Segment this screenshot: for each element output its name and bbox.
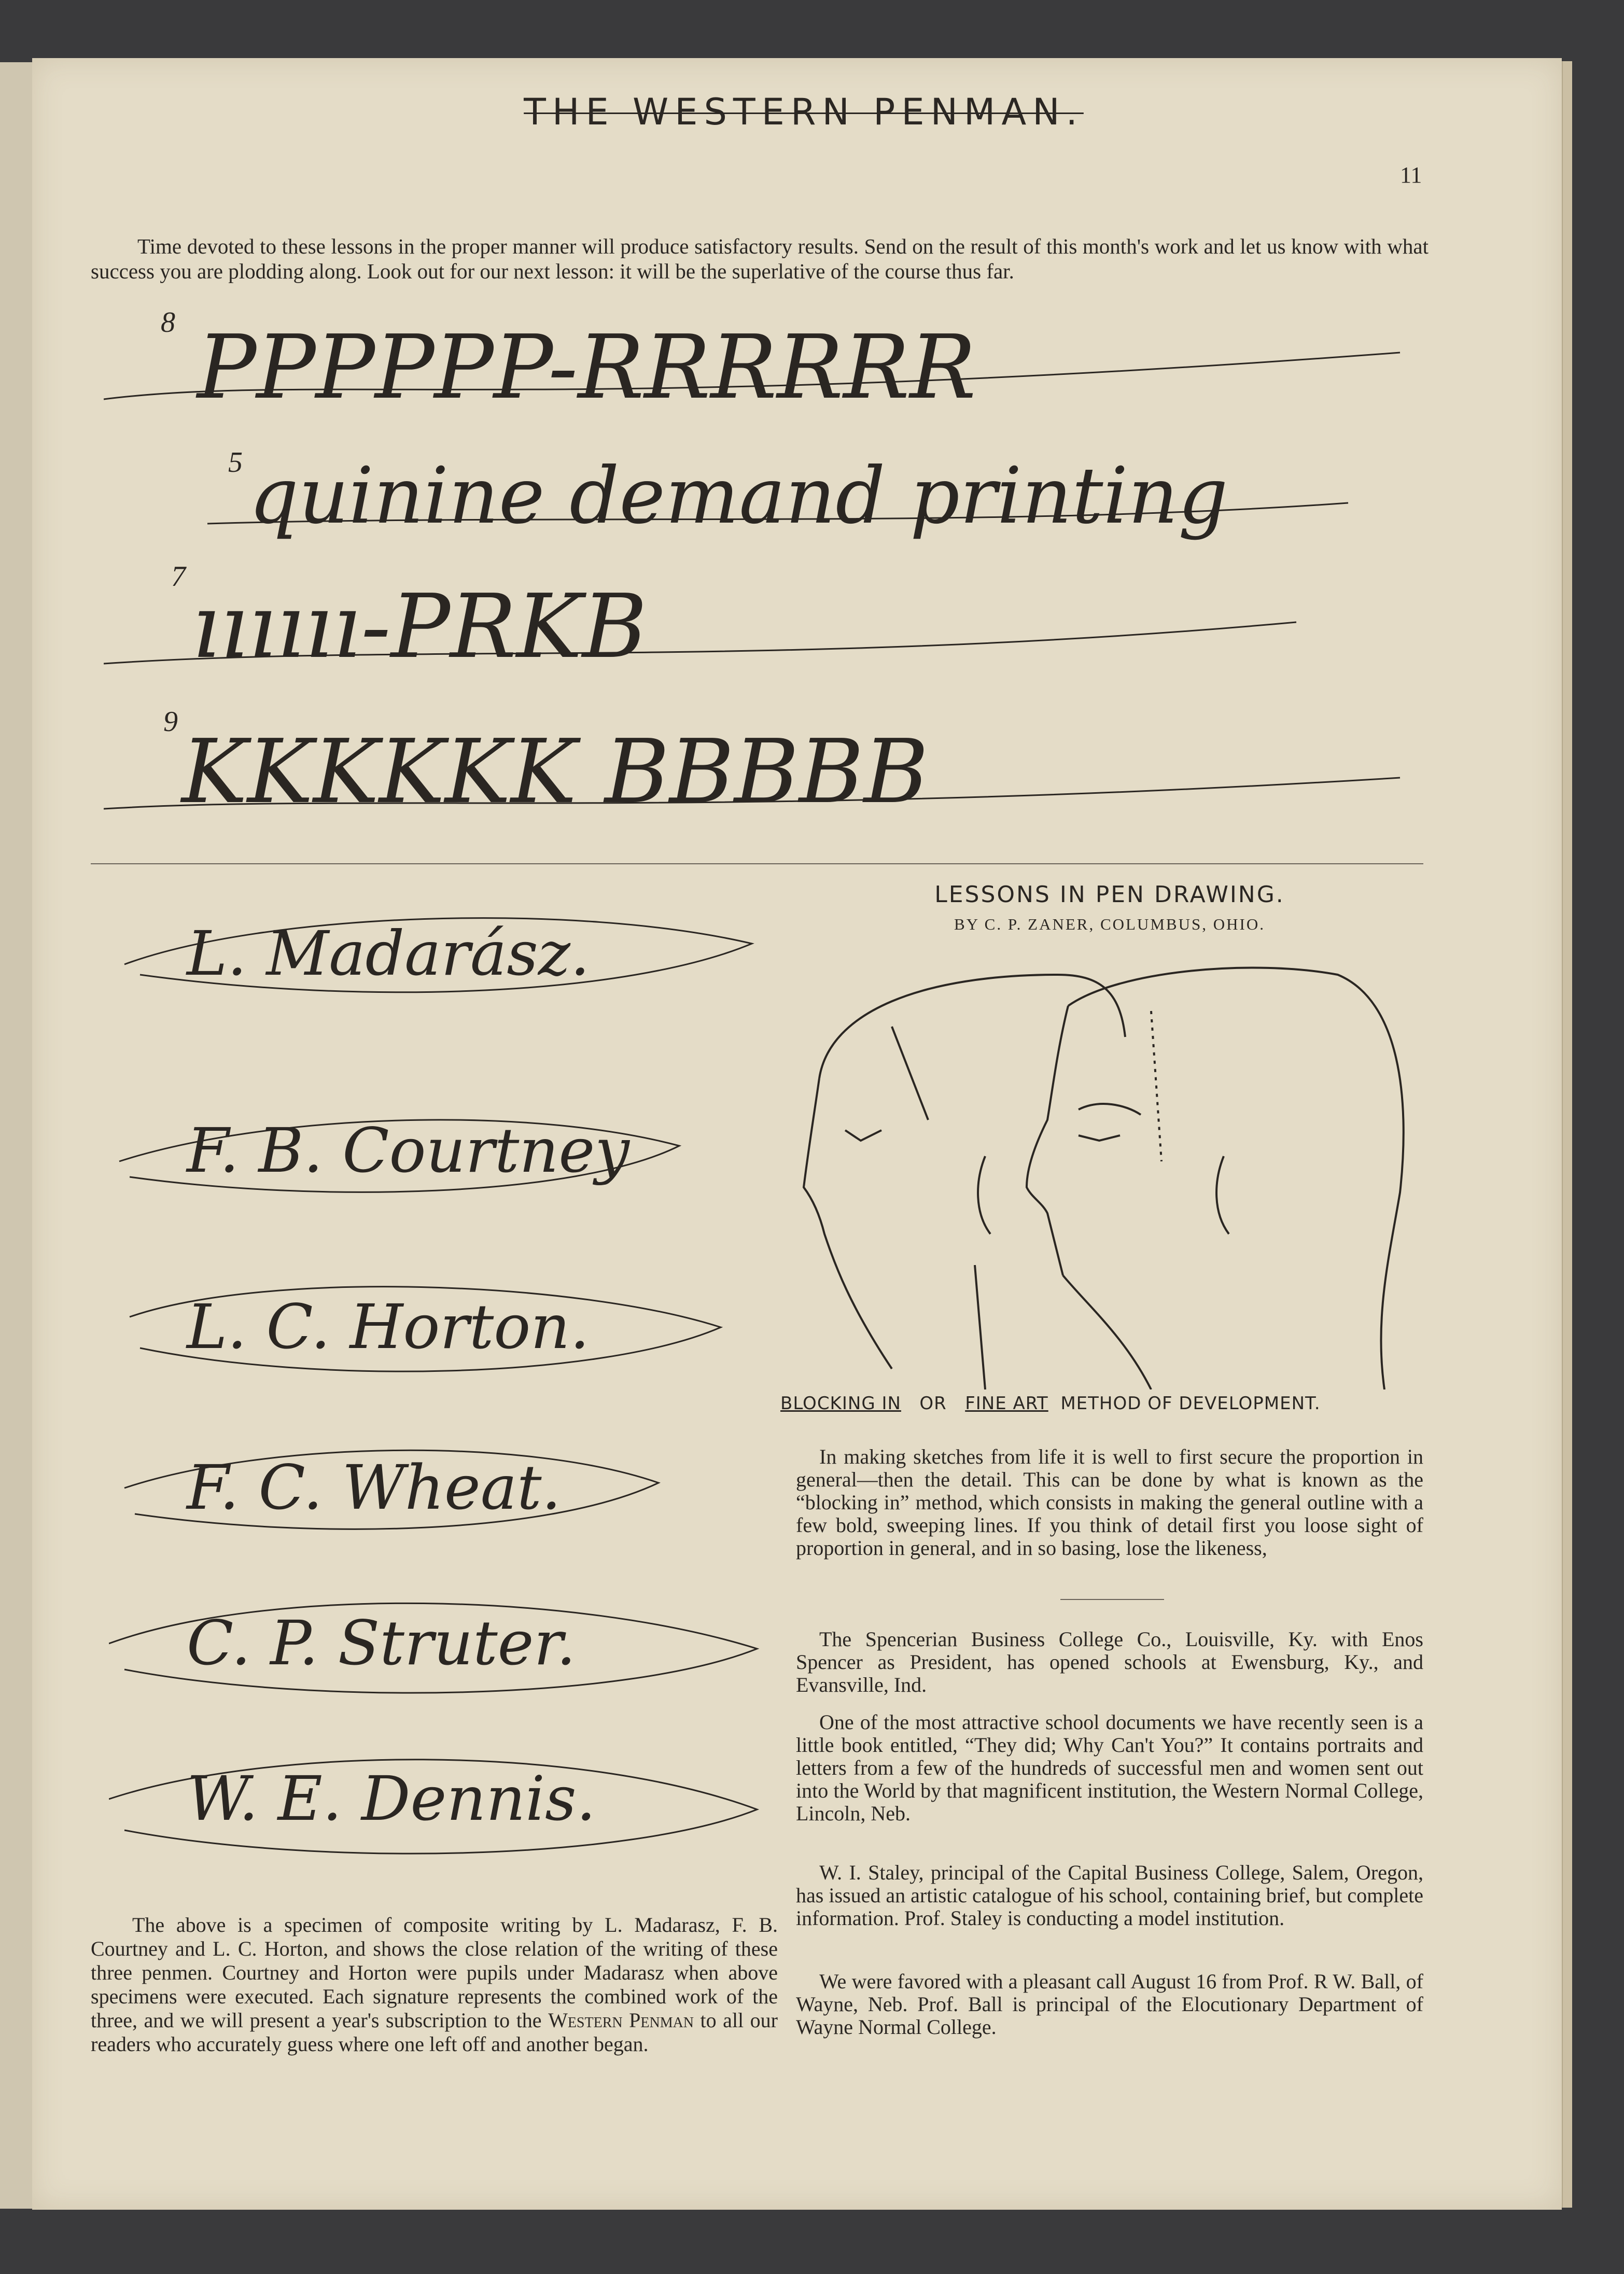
article-body: In making sketches from life it is well to first secure the proportion in general—then the detail. This can be done by what is known as the “blocking in” method, which consists in making the general outline with a few bold, sweeping lines. If you think of detail first you loose sight of proportion in general, and in so basing, lose the likeness, (796, 1445, 1423, 1560)
drill-number: 5 (228, 446, 243, 479)
signature-text: F. B. Courtney (187, 1115, 629, 1186)
news-note: We were favored with a pleasant call August 16 from Prof. R W. Ball, of Wayne, Neb. Prof. Ball is principal of the Elocutionary Department of Wayne Normal College. (796, 1970, 1423, 2039)
signature-text: L. C. Horton. (187, 1291, 590, 1363)
column-divider (1060, 1599, 1164, 1600)
drill-number: 8 (161, 306, 175, 339)
signature-text: C. P. Struter. (187, 1607, 576, 1679)
news-note: The Spencerian Business College Co., Louisville, Ky. with Enos Spencer as President, has opened schools at Ewensburg, Ky., and Evansville, Ind. (796, 1627, 1423, 1696)
signature-specimen (109, 1566, 762, 1716)
drill-script: KKKKKK BBBBB (181, 721, 929, 823)
drill-row-words (104, 446, 1452, 570)
drill-script: PPPPPP-RRRRRR (197, 316, 976, 419)
drill-number: 7 (171, 560, 186, 593)
head-sketch-illustration (788, 944, 1426, 1389)
drill-row-capitals-p-r (104, 306, 1452, 446)
sketch-profile-outline-left (804, 975, 1125, 1389)
drill-script: ıııııı-PRKB (192, 575, 647, 678)
signature-specimen (109, 1721, 762, 1872)
sketch-profile-detailed-right (1027, 968, 1404, 1390)
signature-text: L. Madarász. (187, 918, 590, 989)
signature-specimen (109, 1410, 762, 1561)
signature-specimen (109, 881, 762, 1032)
intro-paragraph: Time devoted to these lessons in the proper manner will produce satisfactory results. Send on the result of this month's work and let us know with what success you are plodding along. Look out for our next lesson: it will be the superlative of the course thus far. (91, 234, 1429, 283)
signature-text: F. C. Wheat. (187, 1452, 562, 1523)
news-note: W. I. Staley, principal of the Capital Business College, Salem, Oregon, has issued an artistic catalogue of his school, containing brief, but complete information. Prof. Staley is conducting a model institution. (796, 1861, 1423, 1930)
drill-number: 9 (163, 706, 178, 738)
signature-text: W. E. Dennis. (187, 1763, 596, 1834)
page-edge (1562, 61, 1572, 2208)
signature-specimen (109, 1073, 762, 1224)
section-divider (91, 863, 1423, 864)
news-note: One of the most attractive school documents we have recently seen is a little book entitled, “They did; Why Can't You?” It contains portraits and letters from a few of the hundreds of successful men and women sent out into the World by that magnificent institution, the Western Normal College, Lincoln, Neb. (796, 1710, 1423, 1825)
article-title: LESSONS IN PEN DRAWING. (934, 881, 1285, 908)
drill-row-strokes-capitals (104, 560, 1452, 690)
signatures-caption: The above is a specimen of composite writing by L. Madarasz, F. B. Courtney and L. C. Horton, and shows the close relation of the writing of these three penmen. Courtney and Horton were pupils under Madarasz when above specimens were executed. Each signature represents the combined work of the three, and we will present a year's subscription to the Western Penman to all our readers who accurately guess where one left off and another began. (91, 1913, 778, 2056)
signature-specimen (109, 1250, 762, 1400)
page-number: 11 (1400, 162, 1422, 188)
illustration-caption: BLOCKING IN OR FINE ART METHOD OF DEVELOPMENT. (780, 1393, 1321, 1414)
facing-page-edge (0, 62, 34, 2209)
article-byline: BY C. P. ZANER, COLUMBUS, OHIO. (954, 915, 1265, 933)
drill-row-capitals-k-b (104, 706, 1452, 855)
drill-script: quinine demand printing (249, 451, 1228, 541)
page-title: THE WESTERN PENMAN. (524, 91, 1084, 133)
